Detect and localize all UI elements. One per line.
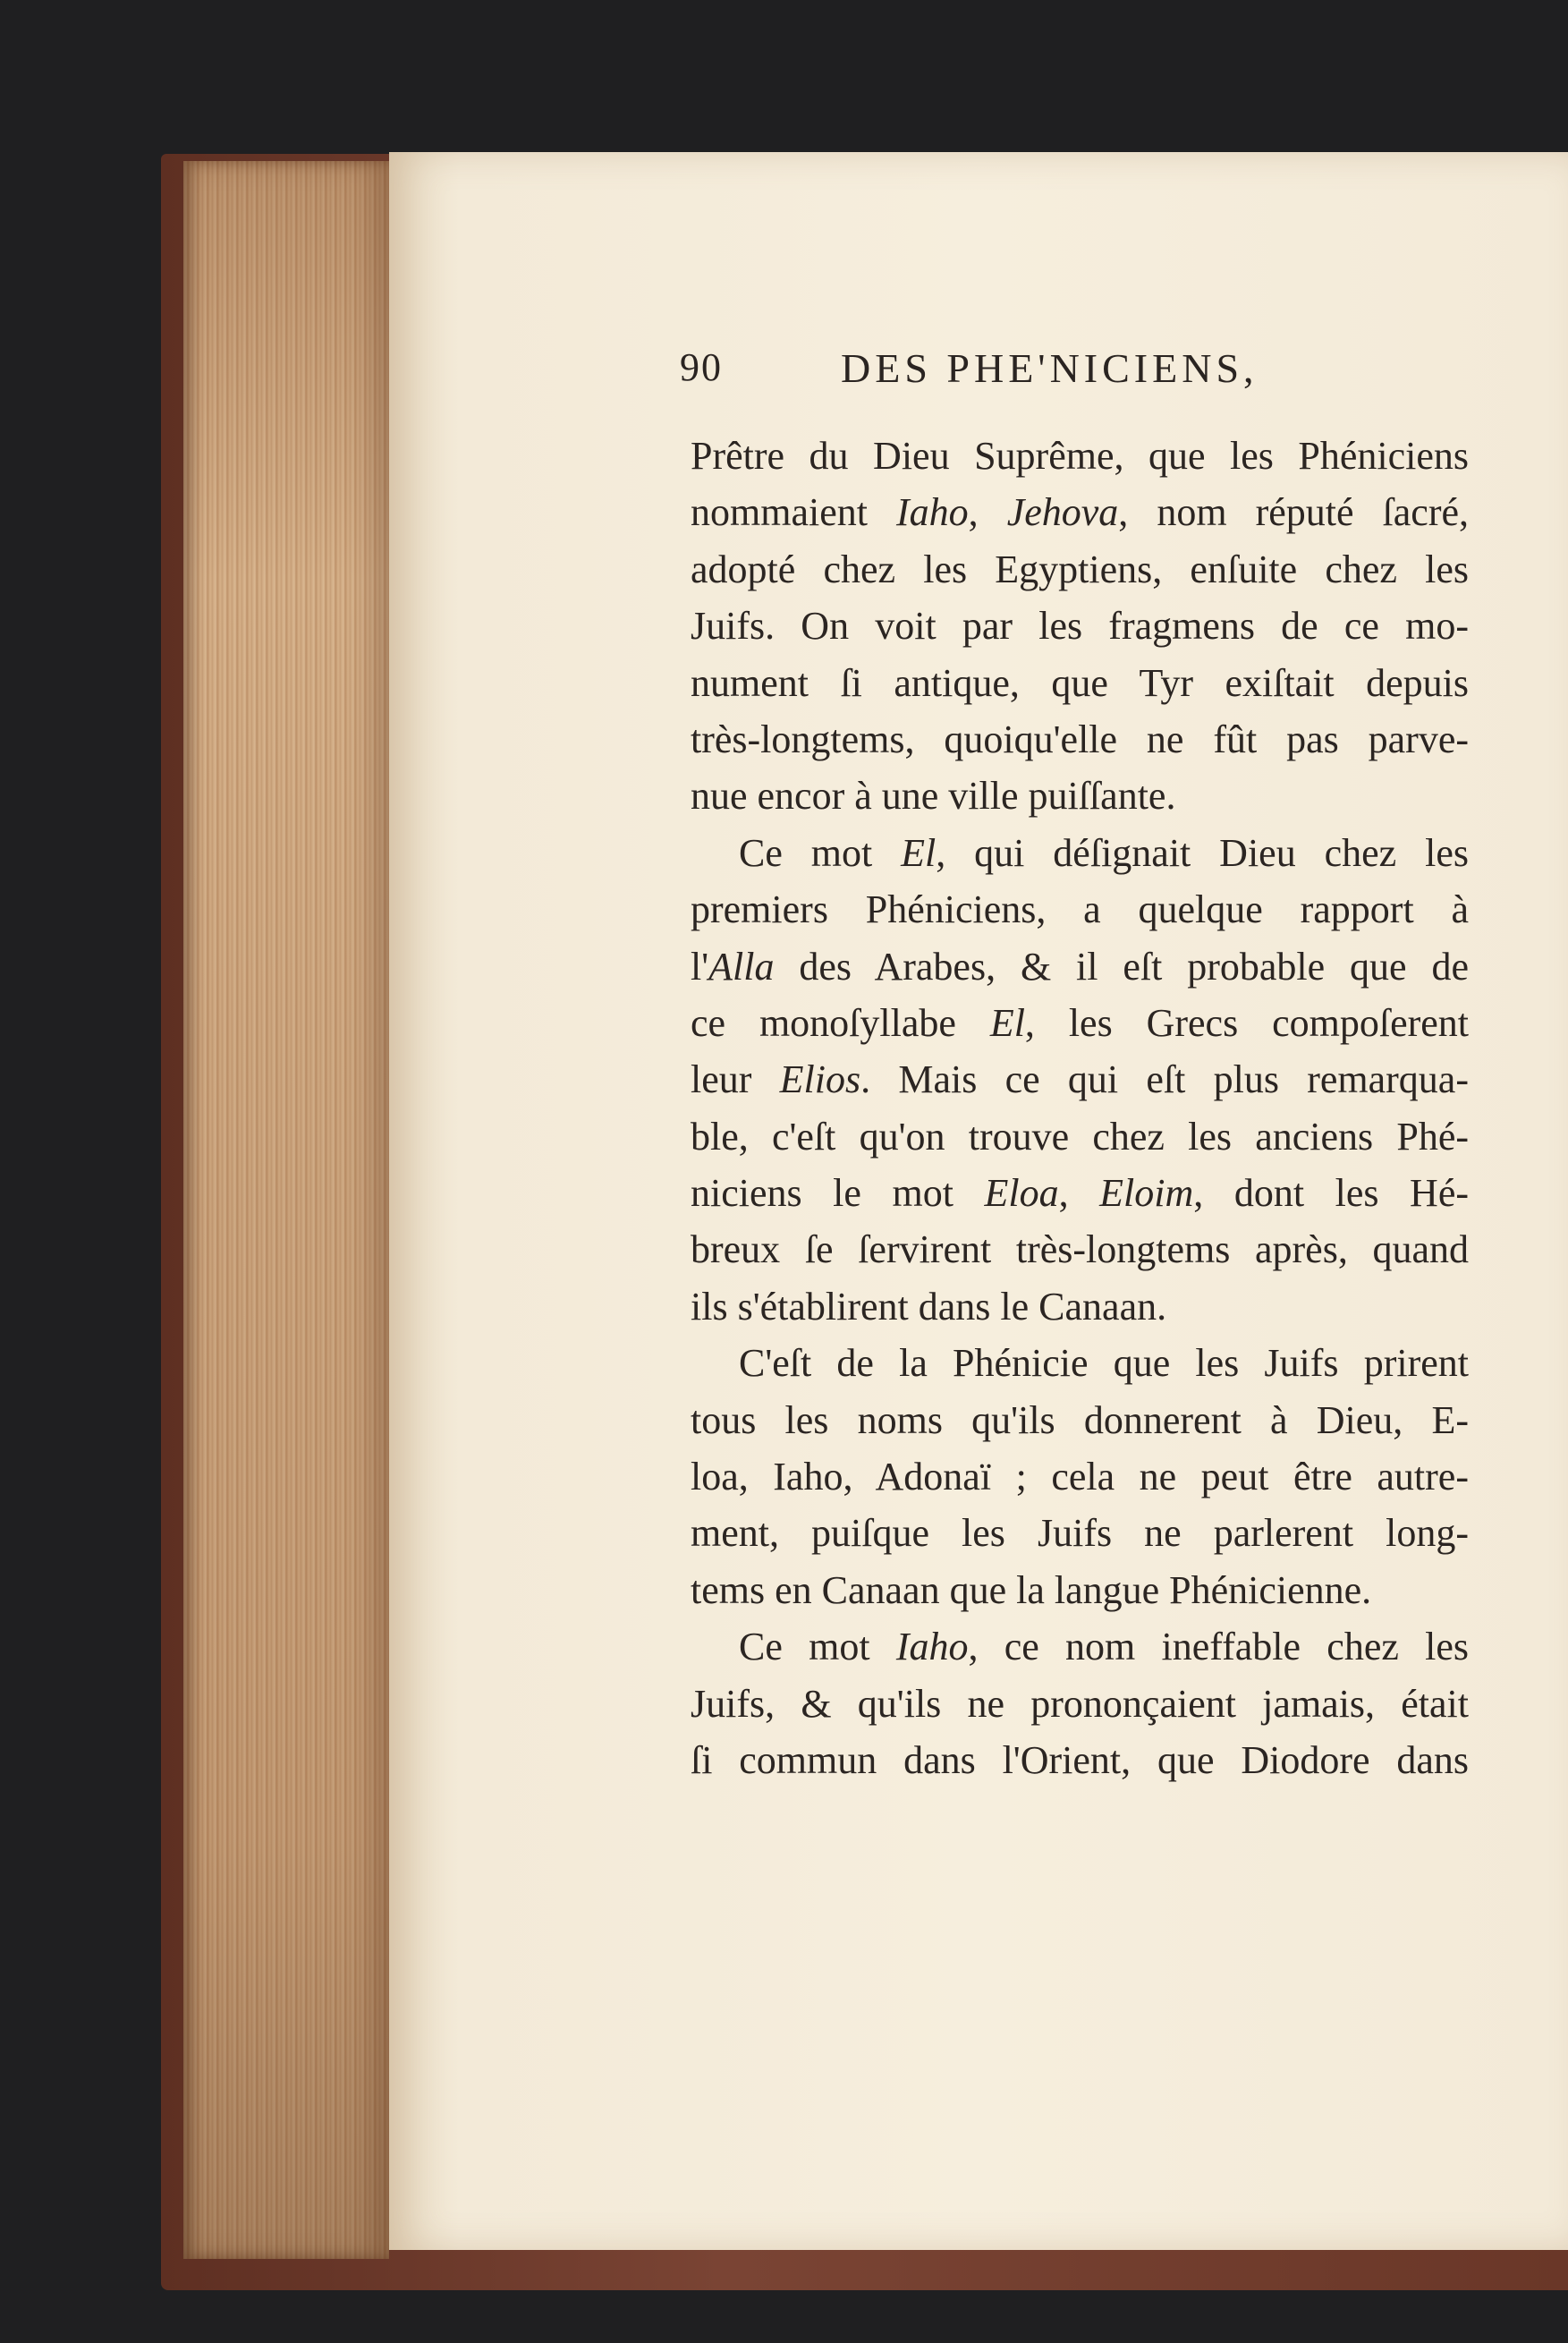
text-line: ce monoſyllabe El, les Grecs compoſerent: [691, 1000, 1470, 1045]
text-line: loa, Iaho, Adonaï ; cela ne peut être autre-: [691, 1455, 1469, 1499]
page-edges: [183, 161, 389, 2259]
text-line: leur Elios. Mais ce qui eſt plus remarqua-: [691, 1057, 1469, 1102]
text-line: premiers Phéniciens, a quelque rapport à: [691, 887, 1469, 932]
body-text: [691, 428, 1469, 1788]
text-line: ment, puiſque les Juifs ne parlerent long-: [691, 1511, 1469, 1556]
running-head: DES PHE'NICIENS,: [841, 345, 1259, 391]
text-line: Juifs. On voit par les fragmens de ce mo-: [691, 604, 1469, 649]
text-line: très-longtems, quoiqu'elle ne fût pas parve-: [691, 717, 1469, 761]
text-line: nument ſi antique, que Tyr exiſtait depuis: [691, 660, 1469, 705]
text-line: tous les noms qu'ils donnerent à Dieu, E-: [691, 1397, 1469, 1442]
text-line: Juifs, & qu'ils ne prononçaient jamais, était: [691, 1681, 1469, 1726]
page-header: [680, 344, 1449, 407]
text-line: ils s'établirent dans le Canaan.: [691, 1284, 1167, 1329]
text-line: nue encor à une ville puiſſante.: [691, 774, 1176, 819]
text-line: ſi commun dans l'Orient, que Diodore dans: [691, 1737, 1469, 1782]
text-line: Ce mot Iaho, ce nom ineffable chez les: [739, 1625, 1470, 1669]
text-line: adopté chez les Egyptiens, enſuite chez les: [691, 547, 1469, 591]
page-number: 90: [680, 345, 723, 389]
text-line: niciens le mot Eloa, Eloim, dont les Hé-: [691, 1171, 1470, 1216]
text-line: tems en Canaan que la langue Phénicienne.: [691, 1567, 1372, 1612]
text-line: breux ſe ſervirent très-longtems après, quand: [691, 1227, 1469, 1272]
text-line: Prêtre du Dieu Suprême, que les Phéniciens: [691, 434, 1469, 478]
text-line: l'Alla des Arabes, & il eſt probable que de: [691, 944, 1469, 989]
text-line: nommaient Iaho, Jehova, nom réputé ſacré,: [691, 490, 1469, 535]
text-line: C'eſt de la Phénicie que les Juifs prirent: [739, 1341, 1469, 1386]
text-line: ble, c'eſt qu'on trouve chez les anciens Phé-: [691, 1114, 1469, 1159]
text-line: Ce mot El, qui déſignait Dieu chez les: [739, 830, 1469, 875]
